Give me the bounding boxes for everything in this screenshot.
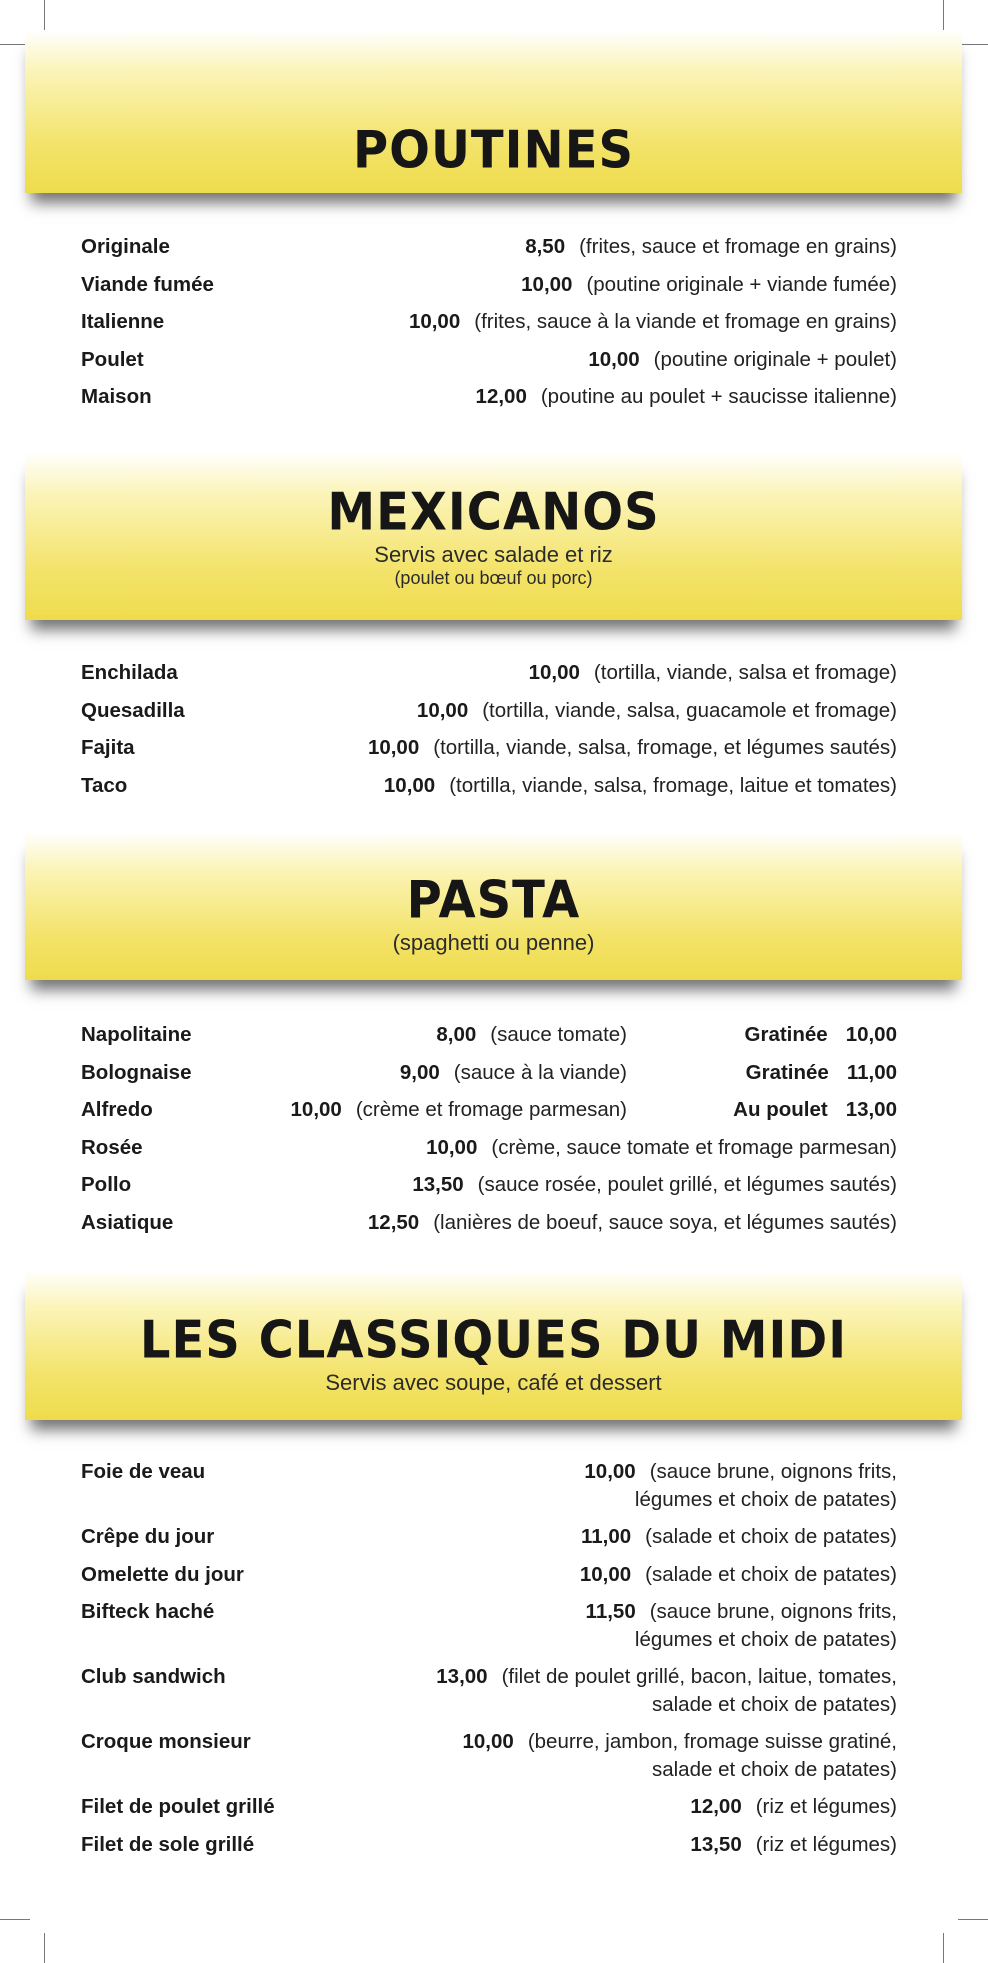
item-detail: [412, 1171, 897, 1199]
item-description: (riz et légumes): [755, 1795, 897, 1818]
item-description: (frites, sauce et fromage en grains): [579, 235, 897, 258]
crop-mark: [958, 44, 988, 45]
item-description: (crème et fromage parmesan): [355, 1098, 627, 1121]
item-price: 11,00: [580, 1525, 632, 1548]
item-name: Fajita: [81, 736, 135, 759]
item-name: Originale: [81, 235, 170, 258]
item-detail: [409, 308, 897, 336]
item-description: (salade et choix de patates): [645, 1525, 897, 1548]
item-name: Rosée: [81, 1135, 143, 1159]
item-detail: [690, 1831, 897, 1859]
item-name: Foie de veau: [81, 1460, 206, 1483]
item-name: Pollo: [81, 1173, 132, 1196]
item-name: Filet de sole grillé: [81, 1832, 255, 1856]
menu-item-row: [81, 734, 897, 772]
item-detail: [384, 772, 897, 800]
menu-item-row: [81, 1663, 897, 1728]
menu-item-row: [81, 772, 897, 810]
item-description: (crème, sauce tomate et fromage parmesan): [491, 1135, 897, 1159]
item-detail: [586, 1598, 897, 1654]
menu-item-row: [81, 1171, 897, 1209]
item-price: 9,00: [399, 1060, 440, 1084]
menu-list-mexicanos: [81, 659, 897, 809]
item-name: Club sandwich: [81, 1665, 226, 1688]
item-price: 10,00: [462, 1730, 514, 1753]
menu-item-row: [81, 1728, 897, 1793]
item-name: Poulet: [81, 347, 144, 371]
menu-item-row: [81, 233, 897, 271]
item-description: (lanières de boeuf, sauce soya, et légumes sautés): [433, 1210, 897, 1234]
menu-list-classiques: [81, 1458, 897, 1868]
item-name: Taco: [81, 773, 128, 797]
section-title: PASTA: [406, 869, 581, 931]
item-detail: [463, 1728, 898, 1784]
item-name: Quesadilla: [81, 698, 185, 722]
item-detail: [476, 383, 897, 411]
menu-item-row: [81, 697, 897, 735]
section-banner-pasta: [25, 832, 962, 980]
item-description: (poutine originale + poulet): [653, 347, 897, 371]
item-description: (tortilla, viande, salsa et fromage): [593, 661, 897, 684]
item-price: 13,50: [690, 1832, 742, 1856]
option-price: 11,00: [846, 1060, 897, 1084]
crop-mark: [958, 1919, 988, 1920]
menu-item-row: [81, 1209, 897, 1247]
item-price: 10,00: [521, 272, 573, 296]
item-price: 12,50: [367, 1210, 420, 1234]
item-description: (tortilla, viande, salsa, guacamole et fromage): [482, 698, 897, 722]
item-description-line2: salade et choix de patates): [651, 1693, 897, 1716]
item-price: 10,00: [579, 1562, 632, 1586]
menu-item-row: [81, 308, 897, 346]
item-price: 10,00: [528, 661, 580, 684]
item-name: Omelette du jour: [81, 1562, 244, 1586]
menu-item-row: [81, 659, 897, 697]
section-title: MEXICANOS: [327, 481, 660, 543]
section-title: POUTINES: [352, 119, 635, 181]
item-detail: [436, 1021, 627, 1049]
menu-list-poutines: [81, 233, 897, 421]
item-description: (beurre, jambon, fromage suisse gratiné,: [527, 1730, 897, 1753]
item-name: Croque monsieur: [81, 1730, 251, 1753]
option-label: Au poulet: [733, 1098, 828, 1121]
item-name: Alfredo: [81, 1098, 153, 1121]
item-price: 11,50: [585, 1600, 636, 1623]
item-name: Maison: [81, 385, 152, 408]
item-name: Enchilada: [81, 661, 178, 684]
option-label: Gratinée: [744, 1023, 828, 1046]
section-subtitle: Servis avec salade et riz: [374, 542, 613, 567]
item-description: (tortilla, viande, salsa, fromage, et légumes sautés): [433, 736, 897, 759]
item-price: 13,50: [412, 1173, 464, 1196]
item-detail: [291, 1096, 627, 1124]
item-detail: [417, 697, 897, 725]
item-description: (frites, sauce à la viande et fromage en grains): [474, 310, 897, 333]
item-name: Filet de poulet grillé: [81, 1795, 275, 1818]
menu-item-row: [81, 1458, 897, 1523]
item-description: (riz et légumes): [755, 1832, 897, 1856]
item-detail: [368, 734, 897, 762]
option-price: 13,00: [845, 1098, 897, 1121]
item-price: 10,00: [584, 1460, 636, 1483]
item-price: 10,00: [367, 736, 420, 759]
item-description: (salade et choix de patates): [645, 1562, 897, 1586]
menu-item-row: [81, 1793, 897, 1831]
section-title: LES CLASSIQUES DU MIDI: [139, 1309, 848, 1371]
menu-item-row: [81, 1523, 897, 1561]
item-detail: [426, 1134, 897, 1162]
section-banner-mexicanos: [25, 452, 962, 620]
menu-item-row: [81, 1831, 897, 1869]
menu-item-row: [81, 1561, 897, 1599]
item-name: Bolognaise: [81, 1060, 192, 1084]
item-price: 10,00: [408, 310, 461, 333]
item-detail: [368, 1209, 897, 1237]
section-subtitle-note: (poulet ou bœuf ou porc): [394, 568, 593, 589]
menu-item-row: [81, 383, 897, 421]
menu-item-row: [81, 346, 897, 384]
item-name: Italienne: [81, 310, 165, 333]
item-name: Bifteck haché: [81, 1600, 215, 1623]
section-banner-poutines: [25, 30, 962, 193]
item-option: [746, 1059, 897, 1087]
item-description: (filet de poulet grillé, bacon, laitue, tomates,: [501, 1665, 897, 1688]
item-name: Viande fumée: [81, 272, 214, 296]
menu-item-row: [81, 271, 897, 309]
item-price: 8,50: [525, 235, 566, 258]
item-price: 10,00: [426, 1135, 478, 1159]
crop-mark: [0, 1919, 30, 1920]
item-detail: [525, 233, 897, 261]
item-detail: [584, 1458, 897, 1514]
item-option: [733, 1096, 897, 1124]
item-name: Crêpe du jour: [81, 1525, 215, 1548]
item-price: 10,00: [588, 347, 640, 371]
item-description: (poutine au poulet + saucisse italienne): [540, 385, 897, 408]
item-description-line2: légumes et choix de patates): [634, 1628, 897, 1651]
menu-item-row: [81, 1059, 897, 1097]
item-description-line2: salade et choix de patates): [651, 1758, 897, 1781]
item-price: 12,00: [690, 1795, 742, 1818]
menu-item-row: [81, 1021, 897, 1059]
section-banner-classiques: [25, 1270, 962, 1420]
item-detail: [529, 659, 897, 687]
item-description: (tortilla, viande, salsa, fromage, laitue et tomates): [449, 773, 897, 797]
item-name: Asiatique: [81, 1210, 174, 1234]
item-description: (sauce brune, oignons frits,: [649, 1460, 897, 1483]
menu-list-pasta: [81, 1021, 897, 1246]
item-detail: [581, 1523, 897, 1551]
option-price: 10,00: [845, 1023, 897, 1046]
option-label: Gratinée: [745, 1060, 829, 1084]
item-description: (sauce brune, oignons frits,: [649, 1600, 897, 1623]
item-name: Napolitaine: [81, 1023, 192, 1046]
section-subtitle: (spaghetti ou penne): [392, 930, 595, 955]
menu-item-row: [81, 1598, 897, 1663]
crop-mark: [943, 0, 944, 30]
item-option: [745, 1021, 897, 1049]
menu-item-row: [81, 1134, 897, 1172]
item-description: (sauce à la viande): [453, 1060, 627, 1084]
section-subtitle: Servis avec soupe, café et dessert: [325, 1370, 662, 1395]
menu-item-row: [81, 1096, 897, 1134]
crop-mark: [44, 1933, 45, 1963]
item-detail: [588, 346, 897, 374]
item-detail: [521, 271, 897, 299]
item-price: 10,00: [290, 1098, 342, 1121]
item-detail: [690, 1793, 897, 1821]
item-price: 13,00: [436, 1665, 488, 1688]
item-price: 10,00: [383, 773, 436, 797]
crop-mark: [44, 0, 45, 30]
crop-mark: [943, 1933, 944, 1963]
item-price: 12,00: [475, 385, 527, 408]
item-description: (sauce tomate): [490, 1023, 627, 1046]
item-description: (sauce rosée, poulet grillé, et légumes sautés): [477, 1173, 897, 1196]
item-price: 8,00: [436, 1023, 477, 1046]
item-description: (poutine originale + viande fumée): [586, 272, 897, 296]
item-detail: [580, 1561, 897, 1589]
item-detail: [436, 1663, 897, 1719]
item-description-line2: légumes et choix de patates): [634, 1488, 897, 1511]
item-price: 10,00: [416, 698, 469, 722]
item-detail: [400, 1059, 627, 1087]
